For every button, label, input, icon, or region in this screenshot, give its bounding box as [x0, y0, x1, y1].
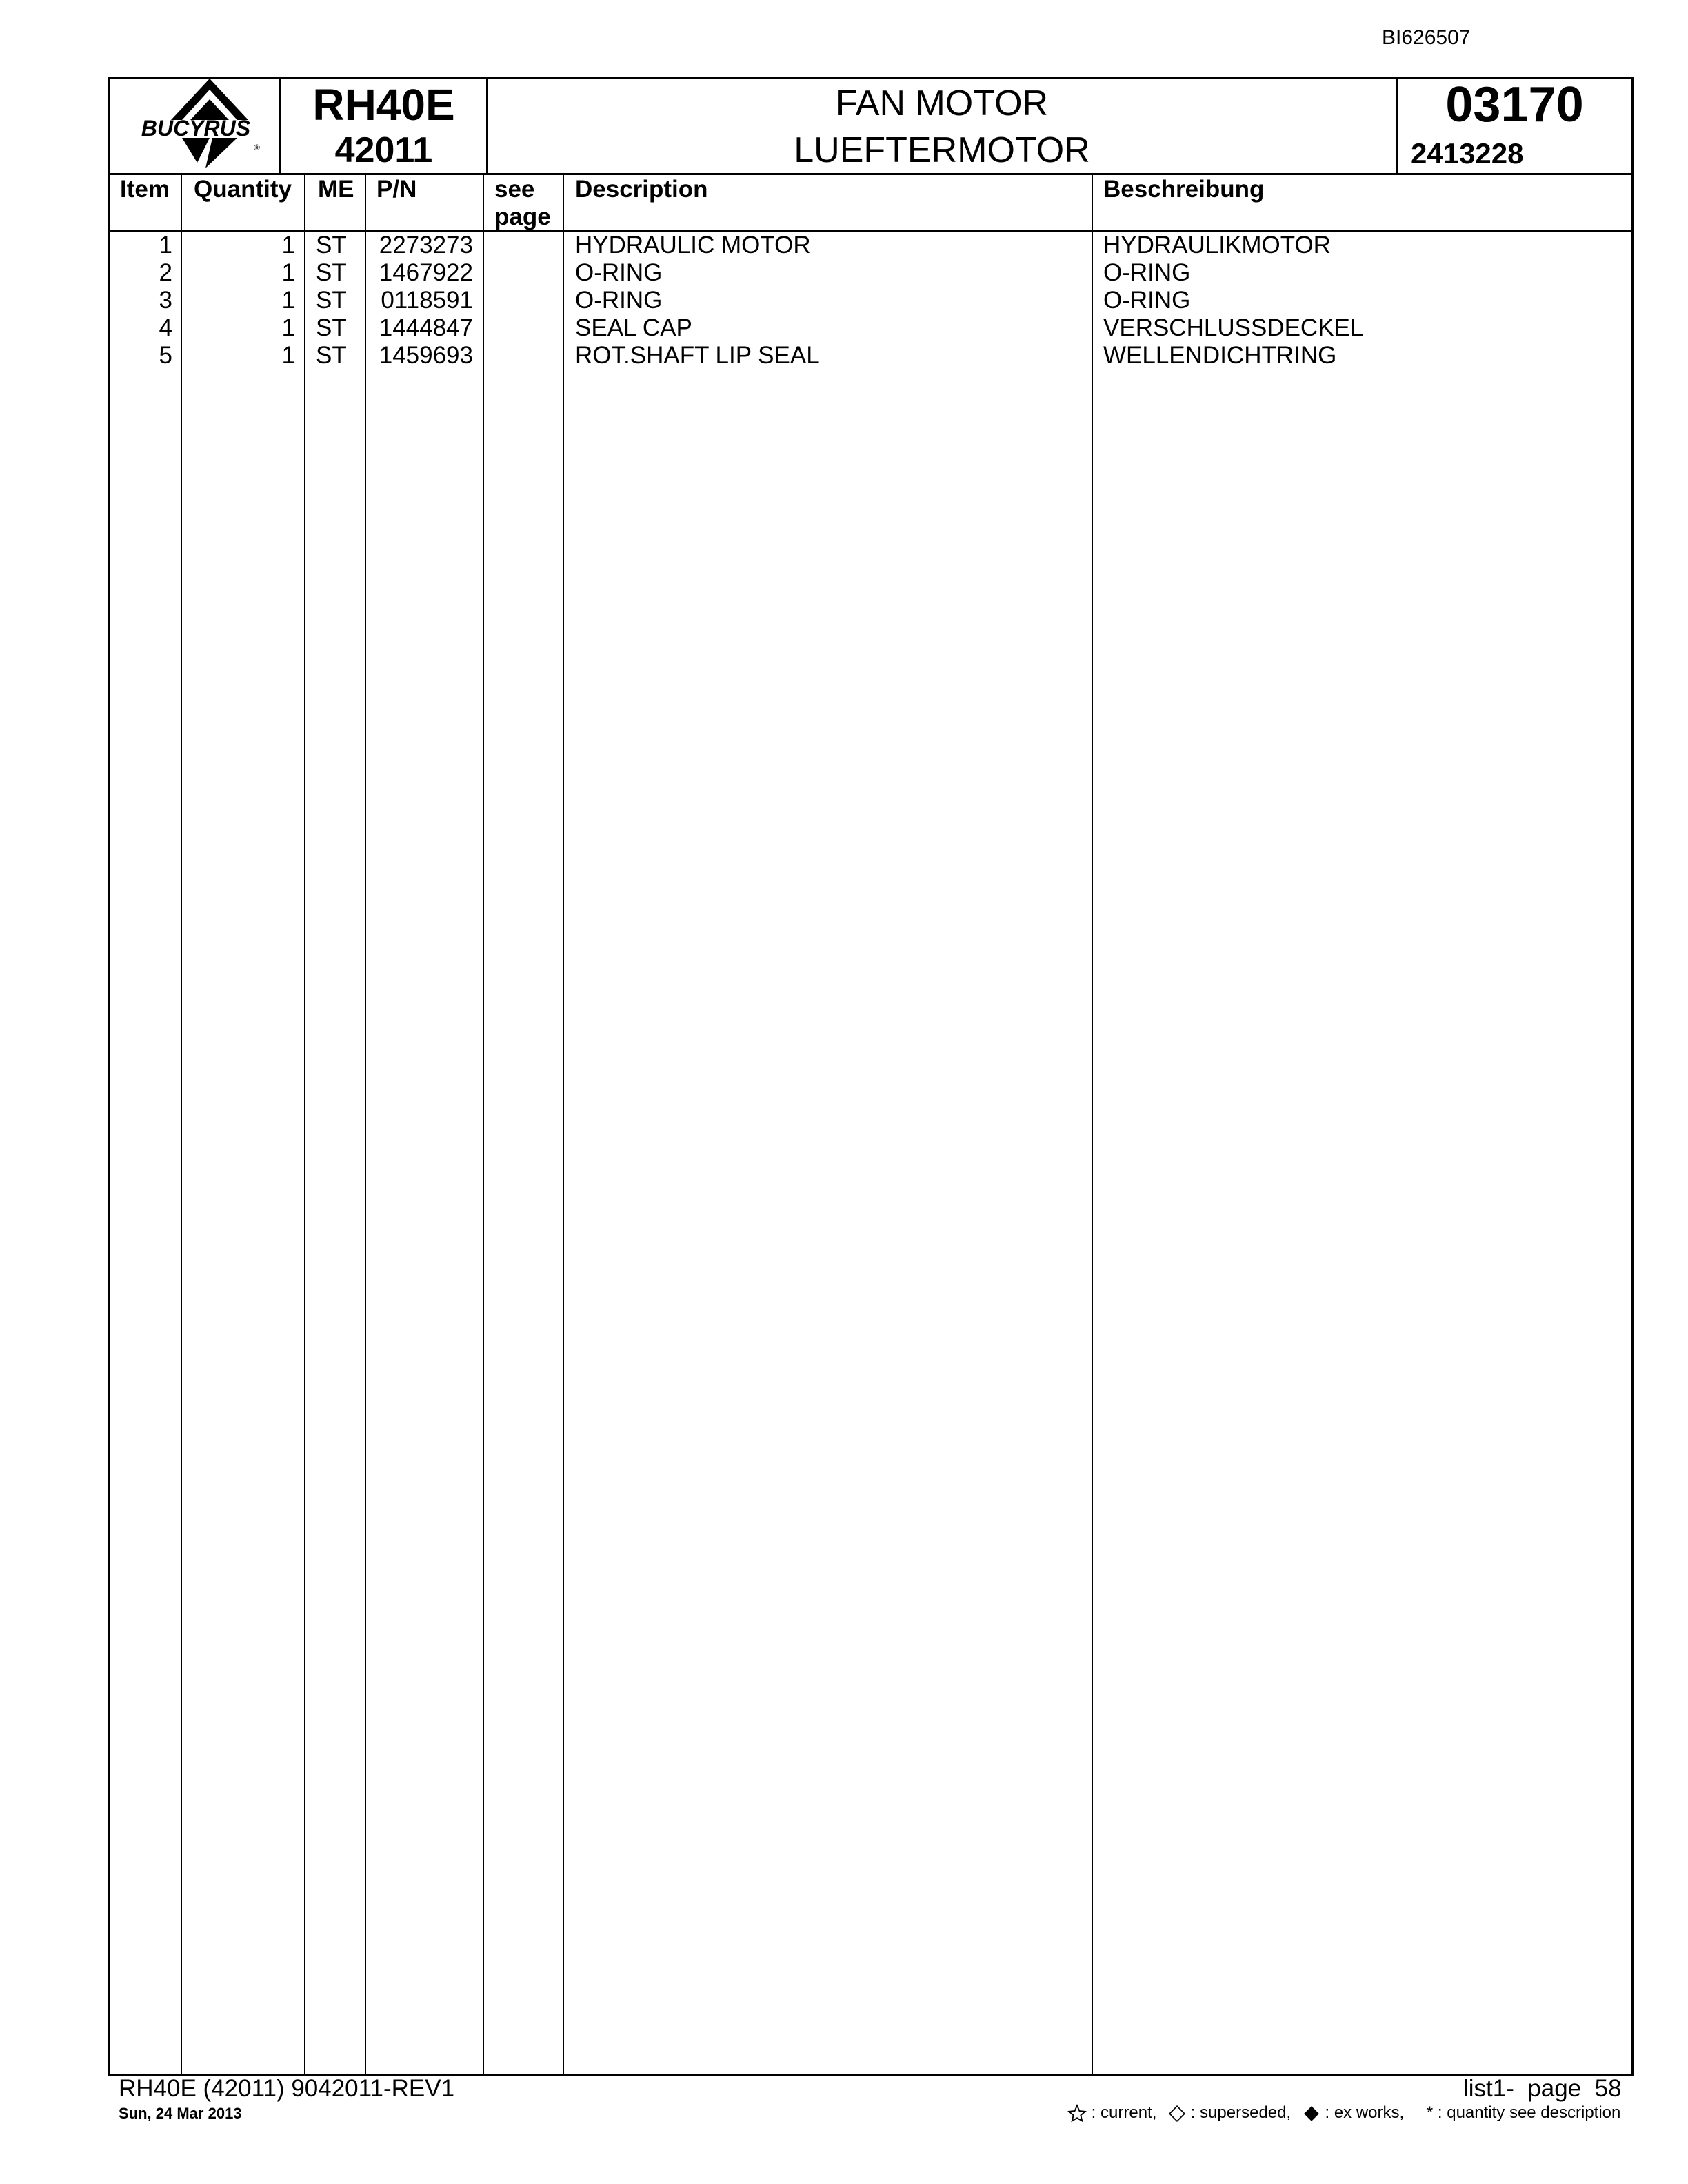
col-line-pn: [483, 173, 484, 2074]
row-me: ST: [316, 287, 347, 314]
row-quantity: 1: [281, 259, 295, 286]
row-description: ROT.SHAFT LIP SEAL: [575, 342, 820, 369]
footer-legend: [1067, 2103, 1620, 2123]
bucyrus-logo: [116, 79, 276, 172]
frame-left: [108, 77, 110, 2076]
drawing-number: 2413228: [1411, 137, 1524, 170]
row-quantity: 1: [281, 232, 295, 259]
row-quantity: 1: [281, 314, 295, 341]
row-item: 2: [159, 259, 172, 286]
column-header-see: see: [494, 176, 535, 203]
row-description: O-RING: [575, 259, 663, 286]
column-header-beschreibung: Beschreibung: [1103, 176, 1265, 203]
row-me: ST: [316, 314, 347, 341]
col-line-description: [1092, 173, 1093, 2074]
row-pn: 0118591: [381, 287, 473, 314]
row-pn: 2273273: [379, 232, 473, 259]
row-quantity: 1: [281, 342, 295, 369]
legend-ex-works: : ex works,: [1325, 2103, 1405, 2122]
row-beschreibung: VERSCHLUSSDECKEL: [1103, 314, 1364, 341]
header-divider: [108, 173, 1634, 175]
document-code: BI626507: [1382, 26, 1471, 49]
row-pn: 1444847: [379, 314, 473, 341]
footer-page-ref: list1- page 58: [1463, 2075, 1622, 2102]
col-line-see-page: [563, 173, 564, 2074]
row-item: 5: [159, 342, 172, 369]
row-beschreibung: HYDRAULIKMOTOR: [1103, 232, 1331, 259]
column-header-me: ME: [318, 176, 354, 203]
legend-superseded: : superseded,: [1190, 2103, 1292, 2122]
star-outline-icon: [1067, 2104, 1087, 2123]
svg-text:®: ®: [254, 143, 260, 152]
diamond-outline-icon: [1168, 2105, 1186, 2123]
col-line-item: [181, 173, 182, 2074]
title-english: FAN MOTOR: [835, 83, 1049, 123]
col-line-quantity: [304, 173, 305, 2074]
row-me: ST: [316, 342, 347, 369]
row-item: 3: [159, 287, 172, 314]
row-pn: 1467922: [379, 259, 473, 286]
row-pn: 1459693: [379, 342, 473, 369]
model-number: 42011: [334, 130, 433, 170]
bucyrus-logo-icon: [116, 79, 276, 172]
row-me: ST: [316, 232, 347, 259]
row-description: HYDRAULIC MOTOR: [575, 232, 811, 259]
row-item: 1: [159, 232, 172, 259]
column-header-page: page: [494, 203, 551, 230]
column-header-description: Description: [575, 176, 708, 203]
footer-date: Sun, 24 Mar 2013: [119, 2105, 242, 2122]
row-beschreibung: WELLENDICHTRING: [1103, 342, 1337, 369]
column-header-item: Item: [120, 176, 170, 203]
frame-right: [1631, 77, 1634, 2076]
row-beschreibung: O-RING: [1103, 287, 1191, 314]
svg-text:BUCYRUS: BUCYRUS: [141, 116, 251, 141]
row-description: O-RING: [575, 287, 663, 314]
legend-quantity: * : quantity see description: [1426, 2103, 1621, 2122]
group-number: 03170: [1445, 77, 1584, 132]
diamond-filled-icon: [1303, 2105, 1320, 2123]
model-name: RH40E: [312, 80, 455, 130]
column-header-quantity: Quantity: [194, 176, 292, 203]
title-german: LUEFTERMOTOR: [794, 130, 1090, 170]
footer-doc-ref: RH40E (42011) 9042011-REV1: [119, 2075, 455, 2102]
column-header-pn: P/N: [376, 176, 417, 203]
row-beschreibung: O-RING: [1103, 259, 1191, 286]
legend-current: : current,: [1091, 2103, 1157, 2122]
row-quantity: 1: [281, 287, 295, 314]
row-me: ST: [316, 259, 347, 286]
row-item: 4: [159, 314, 172, 341]
col-line-me: [365, 173, 366, 2074]
row-description: SEAL CAP: [575, 314, 692, 341]
